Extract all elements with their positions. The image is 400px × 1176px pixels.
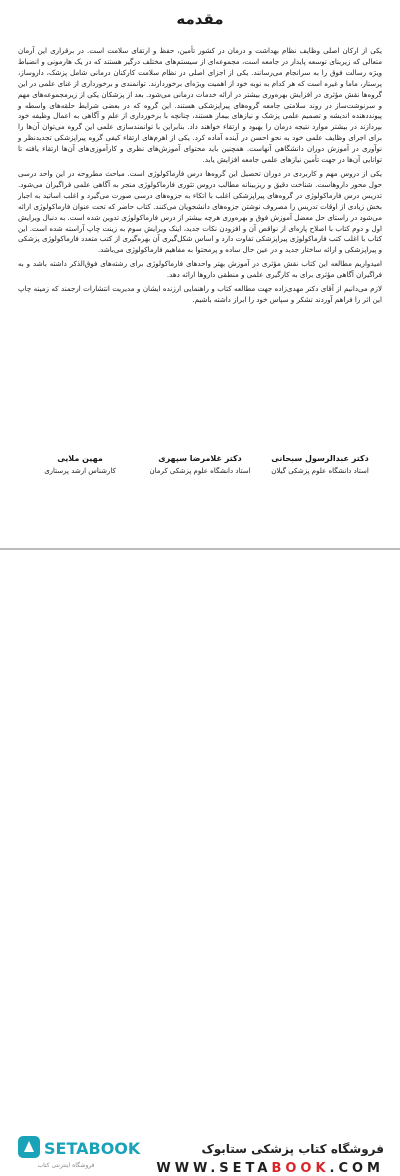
preface-body: [18, 46, 382, 309]
page-title: مقدمه: [176, 10, 224, 28]
setabook-logo-icon: [18, 1132, 141, 1162]
author-name: مهین ملایی: [57, 454, 103, 463]
store-name: فروشگاه کتاب پزشکی ستابوک: [201, 1142, 384, 1156]
author-name: دکتر غلامرضا سپهری: [158, 454, 242, 463]
footer-divider: [0, 548, 400, 550]
author-signature: [20, 452, 140, 478]
author-signature: [260, 452, 380, 478]
author-name: دکتر عبدالرسول سبحانی: [271, 454, 369, 463]
paragraph: یکی از دروس مهم و کاربردی در دوران تحصیل این گروه‌ها درس فارماکولوژی است. مباحث مطروحه در این واحد درسی حول محور داروهاست. شناخت دقیق و ریزبینانه مطالب دروس تئوری فارماکولوژی منجر به آگاهی علمی فراگیران می‌شود. تدریس درس فارماکولوژی در گروه‌های پیراپزشکی اغلب با اتکاء به جزوه‌های درسی صورت می‌گیرد و اغلب اساتید به اجبار بخش زیادی از اوقات تدریس را مصروف نوشتن جزوه‌های دانشجویان می‌کنند. کتاب حاضر که تحت عنوان فارماکولوژی ارائه می‌شود در راستای حل معضل آموزش فوق و بهره‌وری هرچه بیشتر از درس فارماکولوژی تدوین شده است. به دنبال ویرایش اول و دوم کتاب با اصلاح پاره‌ای از نواقص آن و افزودن نکات جدید، اینک ویرایش سوم به زینت چاپ آراسته شده است. این کتاب با اغلب کتب فارماکولوژی پیراپزشکی تفاوت دارد و اساس شکل‌گیری آن بهره‌گیری از کتب متعدد فارماکولوژی پزشکی و پیراپزشکی و ارائه ساختار جدید و در عین حال ساده و پرمحتوا به مفاهیم فارماکولوژی می‌باشد.: [18, 168, 382, 255]
logo-subtitle: فروشگاه اینترنتی کتاب: [37, 1162, 95, 1169]
author-affiliation: کارشناس ارشد پرستاری: [44, 467, 116, 475]
setabook-logo: [18, 1132, 141, 1174]
url-accent: BOOK: [271, 1161, 330, 1176]
author-affiliation: استاد دانشگاه علوم پزشکی کرمان: [149, 467, 251, 475]
author-signatures: [20, 452, 380, 478]
store-footer: [0, 556, 400, 1176]
logo-wordmark: SETABOOK: [44, 1139, 141, 1158]
paragraph: یکی از ارکان اصلی وظایف نظام بهداشت و درمان در کشور تأمین، حفظ و ارتقای سلامت است. در برقراری این آرمان متعالی که زیربنای توسعه پایدار در جامعه است، مجموعه‌ای از سیستم‌های مختلف درگیر هستند که در یک هارمونی و انضباط ویژه رسالت فوق را به سرانجام می‌رسانند. یکی از اجزای اصلی در نظام سلامت کارکنان درمانی شامل پزشک، داروساز، پرستار، ماما و غیره است که هر کدام به نوبه خود از اهمیت ویژه‌ای برخوردارند. توانمندی و برخورداری از غنای علمی در این گروه‌ها نقش مؤثری در افزایش بهره‌وری بیشتر در ارائه خدمات درمانی می‌شود. بعد از پزشکان یکی از زیرمجموعه‌های مهم و سرنوشت‌ساز در روند سلامتی جامعه گروه‌های پیراپزشکی هستند. این گروه که در بعضی شرایط حلقه‌های واسطه و پیوند‌دهنده اندیشه و تصمیم علمی پزشک و نیازهای بیمار هستند، چنانچه با برخورداری از علم و آگاهی به اعمال وظیفه خود بپردازند در بیشتر موارد نتیجه درمان را بهبود و ارتقاء خواهند داد. بنابراین با توانمندسازی علمی این گروه می‌توان آن‌ها را برای اجرای وظایف علمی خود به نحو احسن در آینده آماده کرد. یکی از اهرم‌های ارتقاء کیفی گروه پیراپزشکی تجدیدنظر و نوآوری در آموزش دوران دانشگاهی آنهاست. همچنین باید محتوای آموزش‌های نظری و کارآموزی‌های آن‌ها ارتقاء یافته تا توانایی آن‌ها در جهت تأمین نیازهای علمی جامعه افزایش یابد.: [18, 46, 382, 165]
author-affiliation: استاد دانشگاه علوم پزشکی گیلان: [271, 467, 369, 475]
paragraph: امیدواریم مطالعه این کتاب نقش مؤثری در آموزش بهتر واحدهای فارماکولوژی برای رشته‌های فوق‌الذکر داشته باشد و به فراگیران آگاهی مؤثری برای به کارگیری علمی و منطقی داروها ارائه دهد.: [18, 259, 382, 280]
url-prefix: WWW.SETA: [156, 1161, 272, 1176]
store-url-link[interactable]: [156, 1161, 384, 1176]
url-suffix: .COM: [329, 1161, 384, 1176]
author-signature: [140, 452, 260, 478]
paragraph: لازم می‌دانیم از آقای دکتر مهدی‌زاده جهت مطالعه کتاب و راهنمایی ارزنده ایشان و مدیریت انتشارات ارجمند که زمینه چاپ این اثر را فراهم آوردند تشکر و سپاس خود را ابراز داشته باشیم.: [18, 284, 382, 304]
